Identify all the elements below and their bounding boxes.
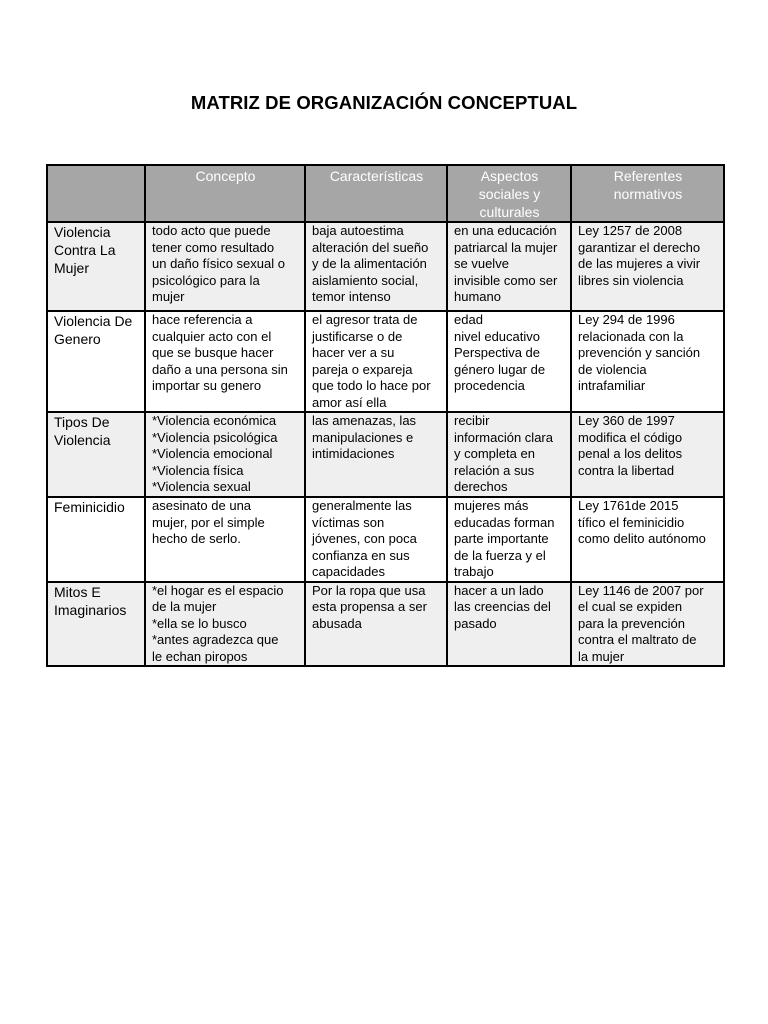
table-header: [47, 165, 724, 222]
table-row: [47, 311, 724, 412]
cell-caracteristicas: Por la ropa que usa esta propensa a ser abusada: [305, 582, 447, 667]
header-row: [47, 165, 724, 222]
cell-aspectos: hacer a un lado las creencias del pasado: [447, 582, 571, 667]
row-label: Feminicidio: [47, 497, 145, 582]
document-title: MATRIZ DE ORGANIZACIÓN CONCEPTUAL: [190, 92, 578, 113]
cell-referentes: Ley 1257 de 2008 garantizar el derecho de las mujeres a vivir libres sin violencia: [571, 222, 724, 311]
header-cell-caracteristicas: Características: [305, 165, 447, 222]
table-body: [47, 222, 724, 666]
cell-caracteristicas: el agresor trata de justificarse o de hacer ver a su pareja o expareja que todo lo hace por amor así ella: [305, 311, 447, 412]
cell-caracteristicas: baja autoestima alteración del sueño y de la alimentación aislamiento social, temor intenso: [305, 222, 447, 311]
cell-concepto: asesinato de una mujer, por el simple hecho de serlo.: [145, 497, 305, 582]
row-label: Tipos De Violencia: [47, 412, 145, 497]
cell-concepto: *el hogar es el espacio de la mujer *ella se lo busco *antes agradezca que le echan piropos: [145, 582, 305, 667]
cell-concepto: todo acto que puede tener como resultado un daño físico sexual o psicológico para la mujer: [145, 222, 305, 311]
header-cell-referentes: Referentes normativos: [571, 165, 724, 222]
cell-referentes: Ley 294 de 1996 relacionada con la prevención y sanción de violencia intrafamiliar: [571, 311, 724, 412]
table-row: [47, 222, 724, 311]
row-label: Violencia Contra La Mujer: [47, 222, 145, 311]
row-label: Violencia De Genero: [47, 311, 145, 412]
header-cell-blank: [47, 165, 145, 222]
cell-aspectos: en una educación patriarcal la mujer se vuelve invisible como ser humano: [447, 222, 571, 311]
cell-aspectos: mujeres más educadas forman parte importante de la fuerza y el trabajo: [447, 497, 571, 582]
row-label: Mitos E Imaginarios: [47, 582, 145, 667]
cell-caracteristicas: generalmente las víctimas son jóvenes, con poca confianza en sus capacidades: [305, 497, 447, 582]
cell-referentes: Ley 360 de 1997 modifica el código penal a los delitos contra la libertad: [571, 412, 724, 497]
cell-referentes: Ley 1761de 2015 tífico el feminicidio como delito autónomo: [571, 497, 724, 582]
table-row: [47, 412, 724, 497]
cell-caracteristicas: las amenazas, las manipulaciones e intimidaciones: [305, 412, 447, 497]
table-row: [47, 582, 724, 667]
table-row: [47, 497, 724, 582]
header-cell-aspectos: Aspectos sociales y culturales: [447, 165, 571, 222]
cell-concepto: hace referencia a cualquier acto con el que se busque hacer daño a una persona sin importar su genero: [145, 311, 305, 412]
cell-referentes: Ley 1146 de 2007 por el cual se expiden para la prevención contra el maltrato de la mujer: [571, 582, 724, 667]
header-cell-concepto: Concepto: [145, 165, 305, 222]
cell-aspectos: recibir información clara y completa en relación a sus derechos: [447, 412, 571, 497]
cell-aspectos: edad nivel educativo Perspectiva de género lugar de procedencia: [447, 311, 571, 412]
cell-concepto: *Violencia económica *Violencia psicológica *Violencia emocional *Violencia física *Violencia sexual: [145, 412, 305, 497]
concept-matrix-table: [46, 164, 725, 667]
